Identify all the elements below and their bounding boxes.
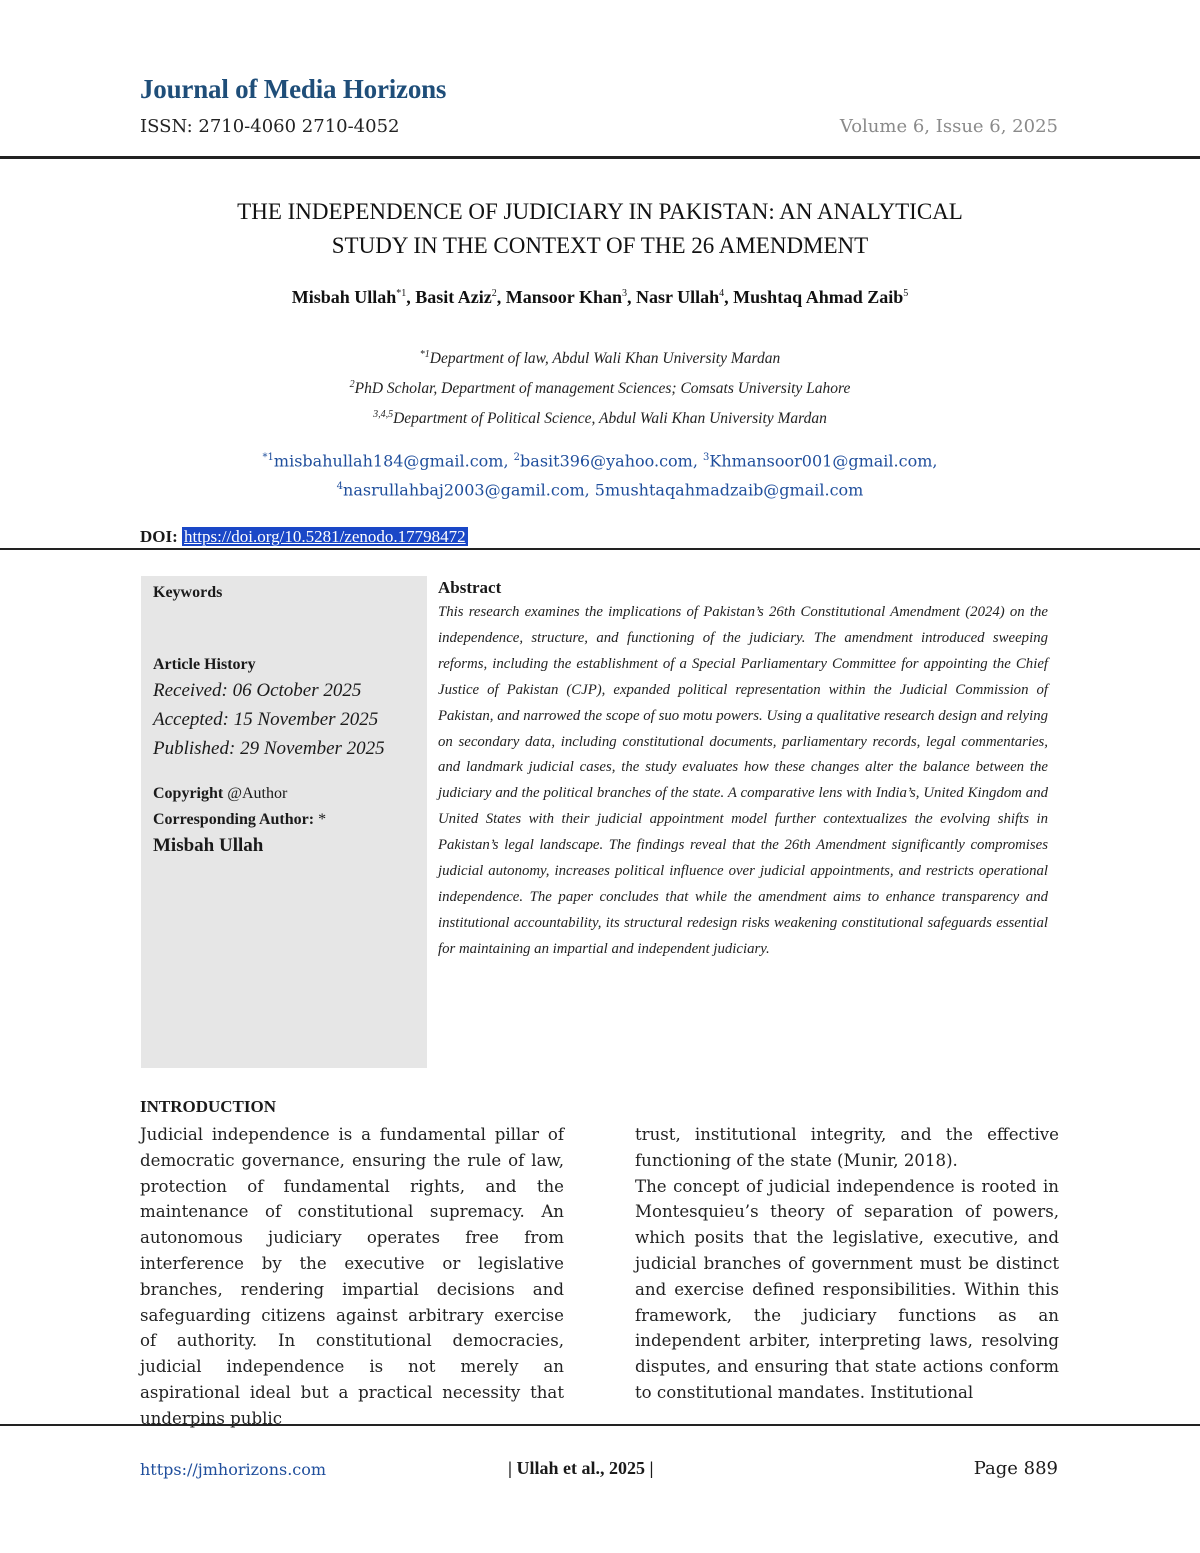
- doi-label: DOI:: [140, 527, 178, 546]
- doi-divider: [0, 548, 1200, 550]
- intro-paragraph: Judicial independence is a fundamental pillar of democratic governance, ensuring the rule of law, protection of fundamental rights, and the maintenance of constitutional supremacy. An autonomous judiciary operates free from interference by the executive or legislative branches, rendering impartial decisions and safeguarding citizens against arbitrary exercise of authority. In constitutional democracies, judicial independence is not merely an aspirational ideal but a practical necessity that underpins public: [140, 1125, 564, 1428]
- paper-title-line-1: THE INDEPENDENCE OF JUDICIARY IN PAKISTAN: AN ANALYTICAL: [237, 199, 963, 224]
- email-line-1: [100, 445, 1100, 474]
- affiliation-sup: 3,4,5: [373, 409, 394, 421]
- email-sup: 2: [513, 452, 521, 463]
- affiliation-sup: *1: [419, 349, 430, 360]
- affiliation-line: [100, 342, 1100, 372]
- accepted-date: Accepted: 15 November 2025: [153, 709, 379, 730]
- issn-line: [140, 116, 400, 137]
- published-date: Published: 29 November 2025: [153, 738, 385, 759]
- email-sup: *1: [262, 452, 274, 463]
- author-name: Mushtaq Ahmad Zaib: [733, 287, 904, 307]
- email-link[interactable]: 5mushtaqahmadzaib@gmail.com: [594, 480, 864, 500]
- corresponding-mark: *: [318, 811, 327, 828]
- author-sup: 4: [719, 288, 725, 299]
- email-link[interactable]: misbahullah184@gmail.com,: [273, 451, 509, 471]
- introduction-heading: INTRODUCTION: [140, 1097, 277, 1116]
- email-line-2: [100, 474, 1100, 503]
- email-link[interactable]: basit396@yahoo.com,: [520, 451, 698, 471]
- affiliation-text: PhD Scholar, Department of management Sciences; Comsats University Lahore: [354, 380, 851, 398]
- author-name: Mansoor Khan: [505, 287, 622, 307]
- email-sup: 4: [336, 481, 344, 493]
- issn-label: ISSN:: [140, 116, 193, 137]
- footer-divider: [0, 1424, 1200, 1426]
- corresponding-label: Corresponding Author:: [153, 811, 315, 828]
- abstract-heading: Abstract: [438, 578, 502, 597]
- author-sup: 2: [491, 288, 497, 299]
- author-name: Misbah Ullah: [291, 287, 397, 307]
- doi-link[interactable]: https://doi.org/10.5281/zenodo.17798472: [184, 527, 466, 546]
- volume-issue: Volume 6, Issue 6, 2025: [839, 116, 1058, 137]
- affiliation-line: [100, 402, 1100, 432]
- issn-value: 2710-4060 2710-4052: [198, 116, 400, 137]
- doi-line: [140, 527, 468, 547]
- abstract-section: [438, 578, 1048, 963]
- affiliation-text: Department of Political Science, Abdul Wali Khan University Mardan: [393, 410, 827, 428]
- footer-citation: | Ullah et al., 2025 |: [508, 1458, 654, 1478]
- paper-title-line-2: STUDY IN THE CONTEXT OF THE 26 AMENDMENT: [331, 233, 869, 258]
- affiliation-text: Department of law, Abdul Wali Khan University Mardan: [429, 350, 781, 368]
- author-name: Nasr Ullah: [635, 287, 720, 307]
- email-link[interactable]: nasrullahbaj2003@gamil.com,: [343, 480, 590, 500]
- intro-paragraph: The concept of judicial independence is rooted in Montesquieu’s theory of separation of powers, which posits that the legislative, executive, and judicial branches of government must be distinct and exercise defined responsibilities. Within this framework, the judiciary functions as an independent arbiter, interpreting laws, resolving disputes, and ensuring that state actions conform to constitutional mandates. Institutional: [635, 1176, 1059, 1402]
- author-name: Basit Aziz: [415, 287, 492, 307]
- intro-paragraph: trust, institutional integrity, and the effective functioning of the state (Munir, 2018).: [635, 1125, 1059, 1170]
- footer-website-link[interactable]: https://jmhorizons.com: [140, 1460, 327, 1479]
- journal-title: Journal of Media Horizons: [140, 74, 447, 104]
- header-divider: [0, 156, 1200, 159]
- author-sup: *1: [396, 288, 407, 299]
- copyright-label: Copyright: [153, 785, 224, 802]
- copyright-value: @Author: [227, 785, 288, 802]
- introduction-left-column: [140, 1122, 564, 1432]
- author-sup: 3: [621, 288, 627, 299]
- copyright-line: [153, 781, 415, 807]
- corresponding-line: [153, 807, 415, 833]
- email-sup: 3: [703, 452, 710, 463]
- introduction-right-column: [635, 1122, 1059, 1406]
- page-number: Page 889: [973, 1458, 1058, 1479]
- corresponding-author-name: Misbah Ullah: [153, 835, 264, 856]
- affiliation-sup: 2: [349, 379, 355, 391]
- received-date: Received: 06 October 2025: [153, 680, 362, 701]
- article-history-label: Article History: [153, 656, 256, 673]
- email-link[interactable]: Khmansoor001@gmail.com,: [709, 451, 938, 471]
- author-emails: [100, 445, 1100, 504]
- keywords-label: Keywords: [153, 584, 223, 601]
- author-sup: 5: [903, 288, 909, 299]
- author-list: Misbah Ullah$^{*1}$, Basit Aziz$^2$, Mansoor Khan$^3$, Nasr Ullah$^4$, Mushtaq Ahmad Zaib$^5$: [291, 287, 909, 307]
- paper-title: [100, 195, 1100, 263]
- article-info-box: [141, 576, 427, 1068]
- affiliation-line: [100, 372, 1100, 402]
- affiliations: [100, 342, 1100, 432]
- abstract-text: This research examines the implications of Pakistan’s 26th Constitutional Amendment (2024) on the independence, structure, and functioning of the judiciary. The amendment introduced sweeping reforms, including the establishment of a Special Parliamentary Committee for appointing the Chief Justice of Pakistan (CJP), expanded political representation within the Judicial Commission of Pakistan, and narrowed the scope of suo motu powers. Using a qualitative research design and relying on secondary data, including constitutional documents, parliamentary records, legal commentaries, and landmark judicial cases, the study evaluates how these changes alter the balance between the judiciary and the political branches of the state. A comparative lens with India’s, United Kingdom and United States with their judicial appointment model further contextualizes the evolving shifts in Pakistan’s legal landscape. The findings reveal that the 26th Amendment significantly compromises judicial autonomy, increases political influence over judicial appointments, and restricts operational independence. The paper concludes that while the amendment aims to enhance transparency and institutional accountability, its structural redesign risks weakening constitutional safeguards essential for maintaining an impartial and independent judiciary.: [438, 604, 1048, 957]
